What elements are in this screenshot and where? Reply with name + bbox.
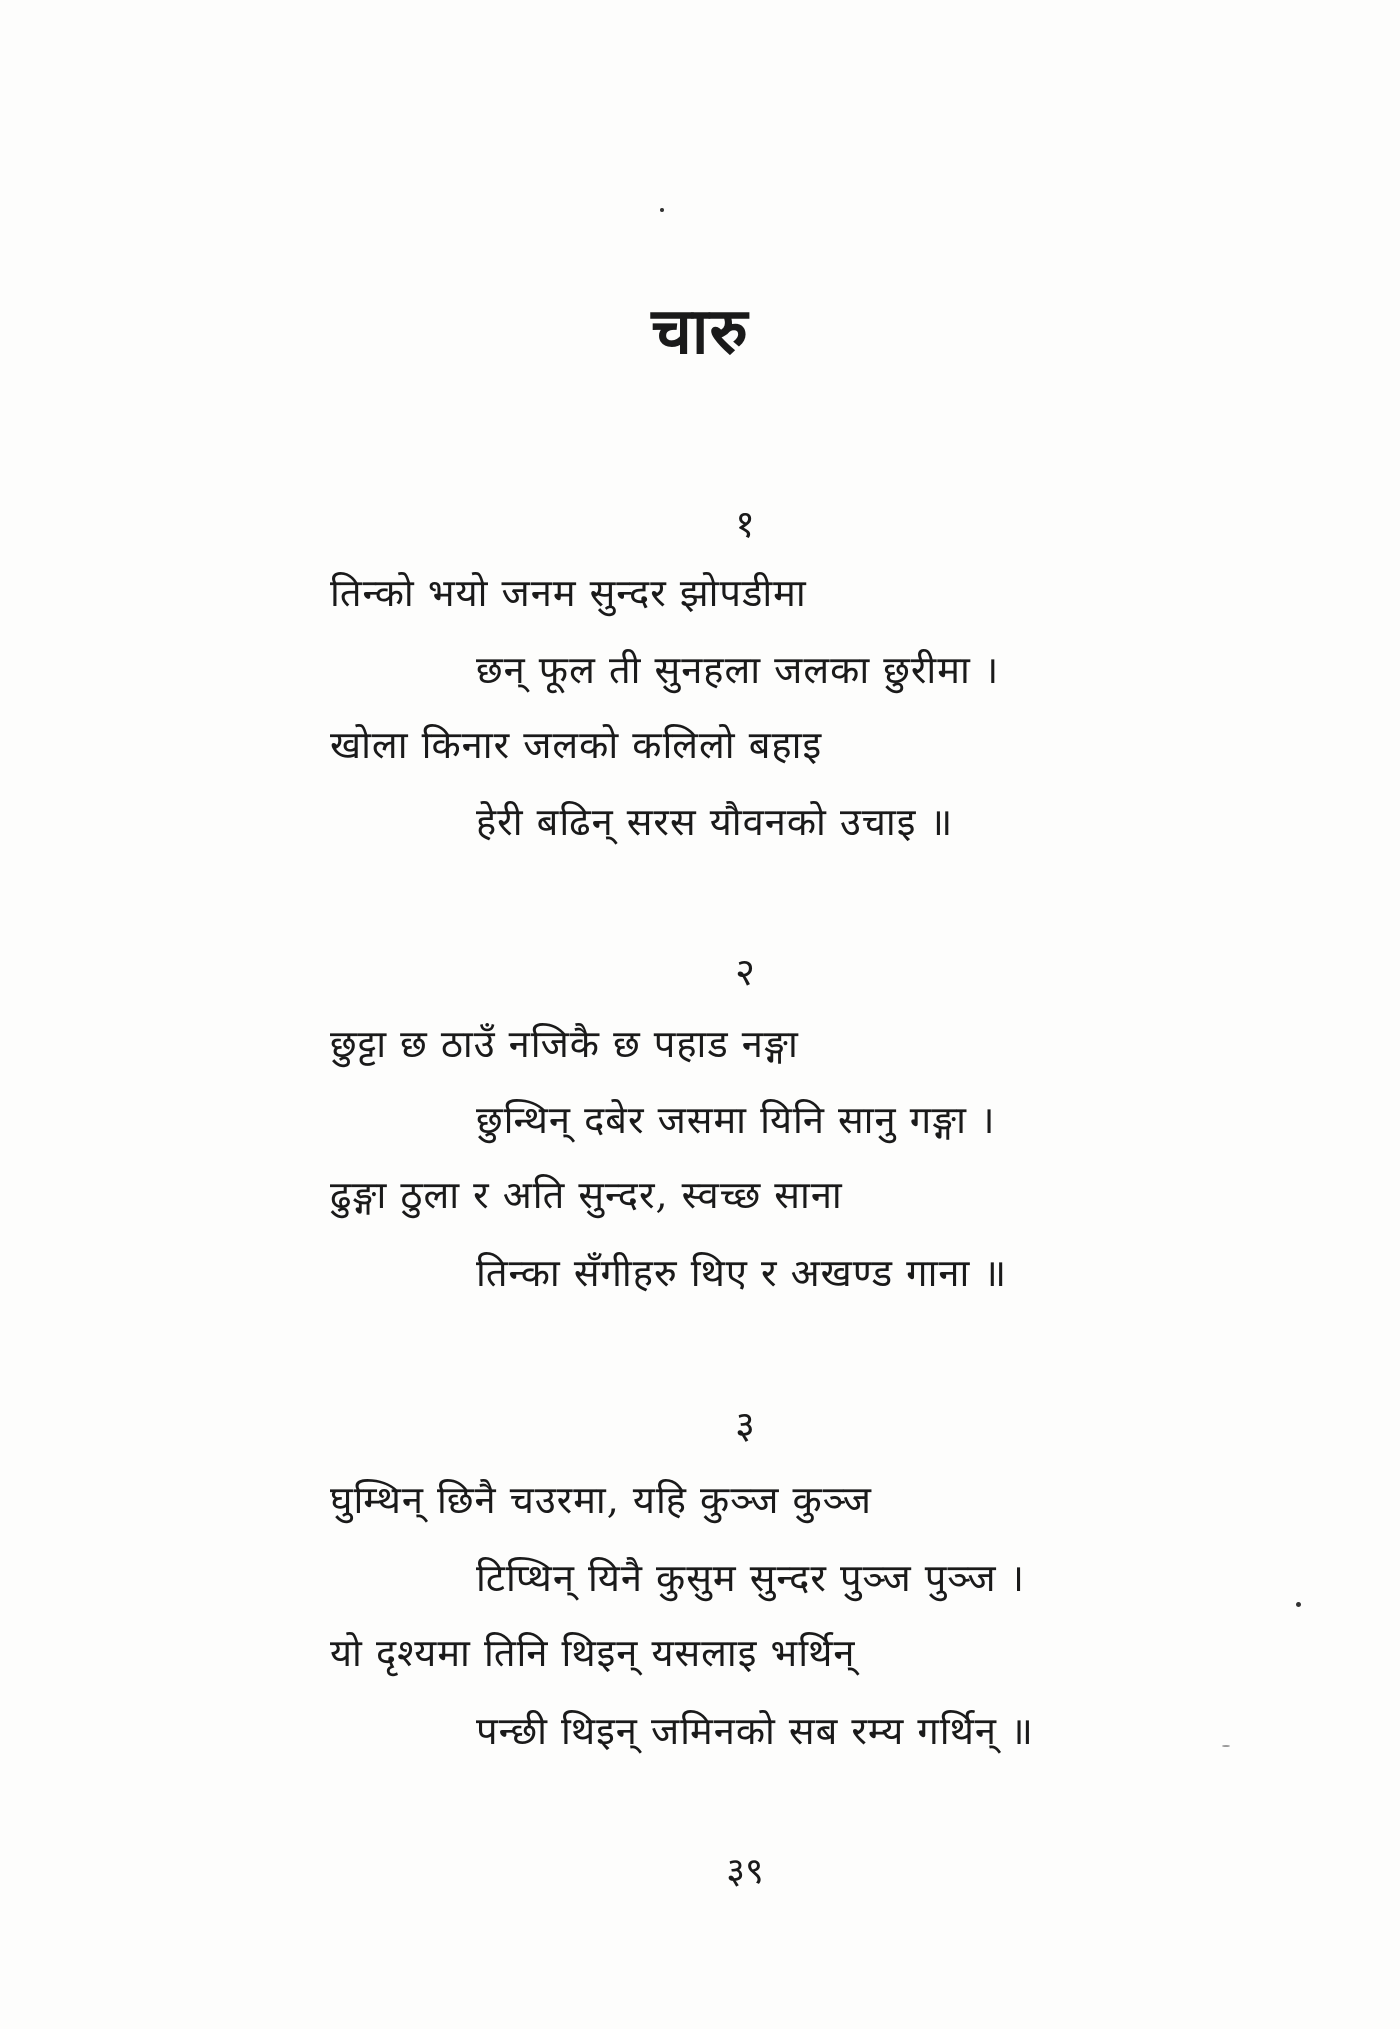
verse-line: पन्छी थिइन् जमिनको सब रम्य गर्थिन् ॥ (476, 1709, 1034, 1753)
verse-line: हेरी बढिन् सरस यौवनको उचाइ ॥ (476, 800, 954, 844)
stanza-number: १ (735, 502, 755, 546)
print-speck (1296, 1602, 1301, 1607)
verse-line: छुट्टा छ ठाउँ नजिकै छ पहाड नङ्गा (330, 1022, 799, 1066)
verse-line: छुन्थिन् दबेर जसमा यिनि सानु गङ्गा । (476, 1098, 996, 1142)
verse-line: छन् फूल ती सुनहला जलका छुरीमा । (476, 648, 1000, 692)
verse-line: टिप्थिन् यिनै कुसुम सुन्दर पुञ्ज पुञ्ज । (476, 1556, 1026, 1600)
verse-line: खोला किनार जलको कलिलो बहाइ (330, 723, 823, 767)
verse-line: तिन्को भयो जनम सुन्दर झोपडीमा (330, 571, 807, 615)
page-number: ३९ (726, 1851, 764, 1892)
verse-line: ढुङ्गा ठुला र अति सुन्दर, स्वच्छ साना (330, 1173, 843, 1217)
verse-line: यो दृश्यमा तिनि थिइन् यसलाइ भर्थिन् (330, 1631, 856, 1675)
print-speck (660, 208, 664, 212)
verse-line: तिन्का सँगीहरु थिए र अखण्ड गाना ॥ (476, 1251, 1008, 1295)
print-speck (1222, 1745, 1230, 1747)
stanza-number: ३ (735, 1403, 755, 1447)
poem-title: चारु (651, 295, 749, 369)
stanza-number: २ (735, 950, 755, 994)
verse-line: घुम्थिन् छिनै चउरमा, यहि कुञ्ज कुञ्ज (330, 1478, 872, 1522)
